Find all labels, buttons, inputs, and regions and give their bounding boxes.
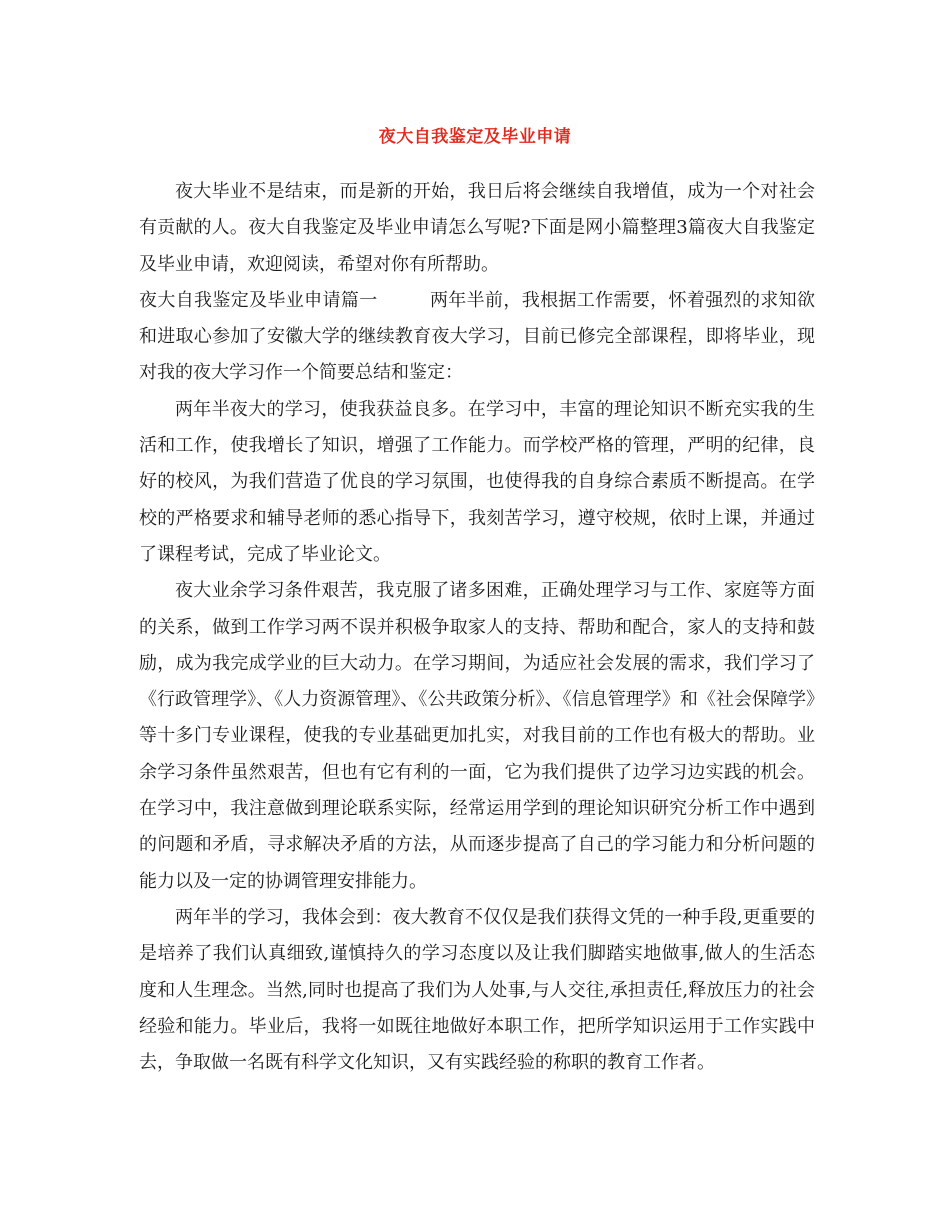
section-one-text: 两年半前，我根据工作需要，怀着强烈的求知欲和进取心参加了安徽大学的继续教育夜大学习，目前已修完全部课程，即将毕业，现对我的夜大学习作一个简要总结和鉴定： bbox=[139, 289, 816, 384]
reflection-paragraph: 两年半的学习，我体会到：夜大教育不仅仅是我们获得文凭的一种手段,更重要的是培养了我们认真细致,谨慎持久的学习态度以及让我们脚踏实地做事,做人的生活态度和人生理念。当然,同时也提高了我们为人处事,与人交往,承担责任,释放压力的社会经验和能力。毕业后，我将一如既往地做好本职工作，把所学知识运用于工作实践中去，争取做一名既有科学文化知识，又有实践经验的称职的教育工作者。 bbox=[139, 906, 815, 1074]
document-title: 夜大自我鉴定及毕业申请 bbox=[378, 127, 572, 147]
section-heading: 夜大自我鉴定及毕业申请篇一 bbox=[139, 289, 378, 311]
intro-paragraph: 夜大毕业不是结束，而是新的开始，我日后将会继续自我增值，成为一个对社会有贡献的人。夜大自我鉴定及毕业申请怎么写呢?下面是网小篇整理3篇夜大自我鉴定及毕业申请，欢迎阅读，希望对你有所帮助。 bbox=[139, 181, 815, 275]
section-one-paragraph bbox=[139, 283, 815, 392]
document-body bbox=[139, 174, 815, 1081]
study-gains-paragraph: 两年半夜大的学习，使我获益良多。在学习中，丰富的理论知识不断充实我的生活和工作，使我增长了知识，增强了工作能力。而学校严格的管理，严明的纪律，良好的校风，为我们营造了优良的学习氛围，也使得我的自身综合素质不断提高。在学校的严格要求和辅导老师的悉心指导下，我刻苦学习，遵守校规，依时上课，并通过了课程考试，完成了毕业论文。 bbox=[139, 398, 815, 565]
study-conditions-paragraph: 夜大业余学习条件艰苦，我克服了诸多困难，正确处理学习与工作、家庭等方面的关系，做到工作学习两不误并积极争取家人的支持、帮助和配合，家人的支持和鼓励，成为我完成学业的巨大动力。在学习期间，为适应社会发展的需求，我们学习了《行政管理学》、《人力资源管理》、《公共政策分析》、《信息管理学》和《社会保障学》等十多门专业课程，使我的专业基础更加扎实，对我目前的工作也有极大的帮助。业余学习条件虽然艰苦，但也有它有利的一面，它为我们提供了边学习边实践的机会。在学习中，我注意做到理论联系实际，经常运用学到的理论知识研究分析工作中遇到的问题和矛盾，寻求解决矛盾的方法，从而逐步提高了自己的学习能力和分析问题的能力以及一定的协调管理安排能力。 bbox=[139, 580, 815, 892]
